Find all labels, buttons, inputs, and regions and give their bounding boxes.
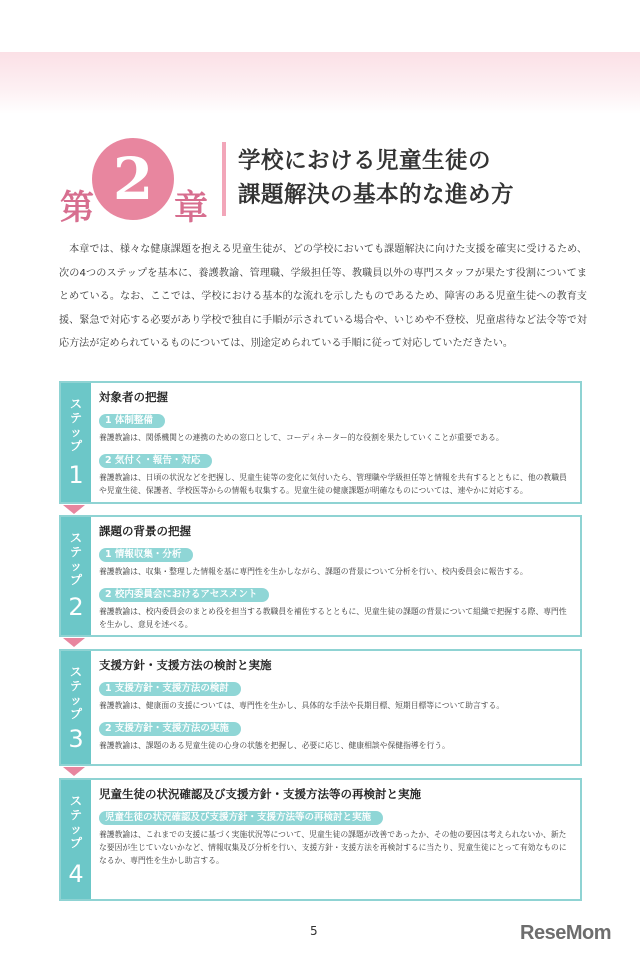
step-1-sub-1-text: 養護教諭は、関係機関との連携のための窓口として、コーディネーター的な役割を果たしていくことが重要である。 (99, 433, 504, 442)
step-3-sub-2-title: 2 支援方針・支援方法の実施 (99, 722, 241, 736)
step-1-label: ステップ (69, 397, 82, 453)
step-4-number: 4 (68, 860, 84, 888)
step-4-sub-1-text: 養護教諭は、これまでの支援に基づく実施状況等について、児童生徒の課題が改善であったか、その他の要因は考えられないか、新たな要因が生じていないかなど、情報収集及び分析を行い、支援方針・支援方法を再検討するに当たり、児童生徒にとって有効なものになるか、専門性を生かし助言する。 (99, 830, 567, 865)
title-divider (222, 142, 226, 216)
chapter-number: 2 (112, 145, 154, 213)
arrow-down-icon (63, 767, 85, 776)
step-3-heading: 支援方針・支援方法の検討と実施 (99, 658, 272, 672)
step-1-side (61, 383, 91, 502)
intro-paragraph: 本章では、様々な健康課題を抱える児童生徒が、どの学校においても課題解決に向けた支援を確実に受けるため、次の4つのステップを基本に、養護教諭、管理職、学級担任等、教職員以外の専門スタッフが果たす役割についてまとめている。なお、ここでは、学校における基本的な流れを示したものであるため、障害のある児童生徒への教育支援、緊急で対応する必要があり学校で独自に手順が示されている場合や、いじめや不登校、児童虐待など法令等で対応方法が定められているものについては、別途定められている手順に従って対応していただきたい。 (59, 244, 587, 350)
chapter-title-line1: 学校における児童生徒の (238, 148, 492, 174)
step-2-sub-1-title: 1 情報収集・分析 (99, 548, 193, 562)
step-2-heading: 課題の背景の把握 (99, 524, 191, 538)
page-number: 5 (310, 924, 318, 938)
step-2-number: 2 (68, 593, 84, 621)
chapter-suffix: 章 (174, 188, 208, 228)
chapter-title (238, 144, 618, 212)
header-band (0, 52, 640, 114)
step-3-side (61, 651, 91, 764)
step-1-sub-2-text: 養護教諭は、日頃の状況などを把握し、児童生徒等の変化に気付いたら、管理職や学級担任等と情報を共有するとともに、他の教職員や児童生徒、保護者、学校医等からの情報も収集する。児童生徒の健康課題が明確なものについては、速やかに対応する。 (99, 473, 567, 495)
step-1-heading: 対象者の把握 (99, 390, 168, 404)
arrow-down-icon (63, 638, 85, 647)
step-4-label: ステップ (69, 794, 82, 850)
chapter-title-line2: 課題解決の基本的な進め方 (238, 182, 515, 208)
resemom-logo: ReseMom (520, 922, 611, 944)
step-1-box (59, 381, 582, 504)
step-1-number: 1 (68, 461, 84, 489)
step-1-sub-2-title: 2 気付く・報告・対応 (99, 454, 212, 468)
chapter-prefix: 第 (60, 188, 94, 228)
step-2-sub-2-title: 2 校内委員会におけるアセスメント (99, 588, 269, 602)
step-3-box (59, 649, 582, 766)
step-3-sub-1-title: 1 支援方針・支援方法の検討 (99, 682, 241, 696)
step-3-sub-2-text: 養護教諭は、課題のある児童生徒の心身の状態を把握し、必要に応じ、健康相談や保健指導を行う。 (99, 741, 450, 750)
step-1-sub-1-title: 1 体制整備 (99, 414, 165, 428)
step-2-sub-2-text: 養護教諭は、校内委員会のまとめ役を担当する教職員を補佐するとともに、児童生徒の課題の背景について組織で把握する際、専門性を生かし、意見を述べる。 (99, 607, 567, 629)
step-4-heading: 児童生徒の状況確認及び支援方針・支援方法等の再検討と実施 (99, 787, 421, 801)
step-2-label: ステップ (69, 531, 82, 587)
step-3-sub-1-text: 養護教諭は、健康面の支援については、専門性を生かし、具体的な手法や長期目標、短期目標等について助言する。 (99, 701, 505, 710)
arrow-down-icon (63, 505, 85, 514)
step-2-sub-1-text: 養護教諭は、収集・整理した情報を基に専門性を生かしながら、課題の背景について分析を行い、校内委員会に報告する。 (99, 567, 528, 576)
chapter-mark (60, 138, 230, 228)
step-2-side (61, 517, 91, 635)
chapter-number-circle (92, 138, 174, 220)
step-4-side (61, 780, 91, 899)
step-2-box (59, 515, 582, 637)
step-3-label: ステップ (69, 665, 82, 721)
step-4-box (59, 778, 582, 901)
step-4-sub-1-title: 児童生徒の状況確認及び支援方針・支援方法等の再検討と実施 (99, 811, 383, 825)
step-3-number: 3 (68, 725, 84, 753)
